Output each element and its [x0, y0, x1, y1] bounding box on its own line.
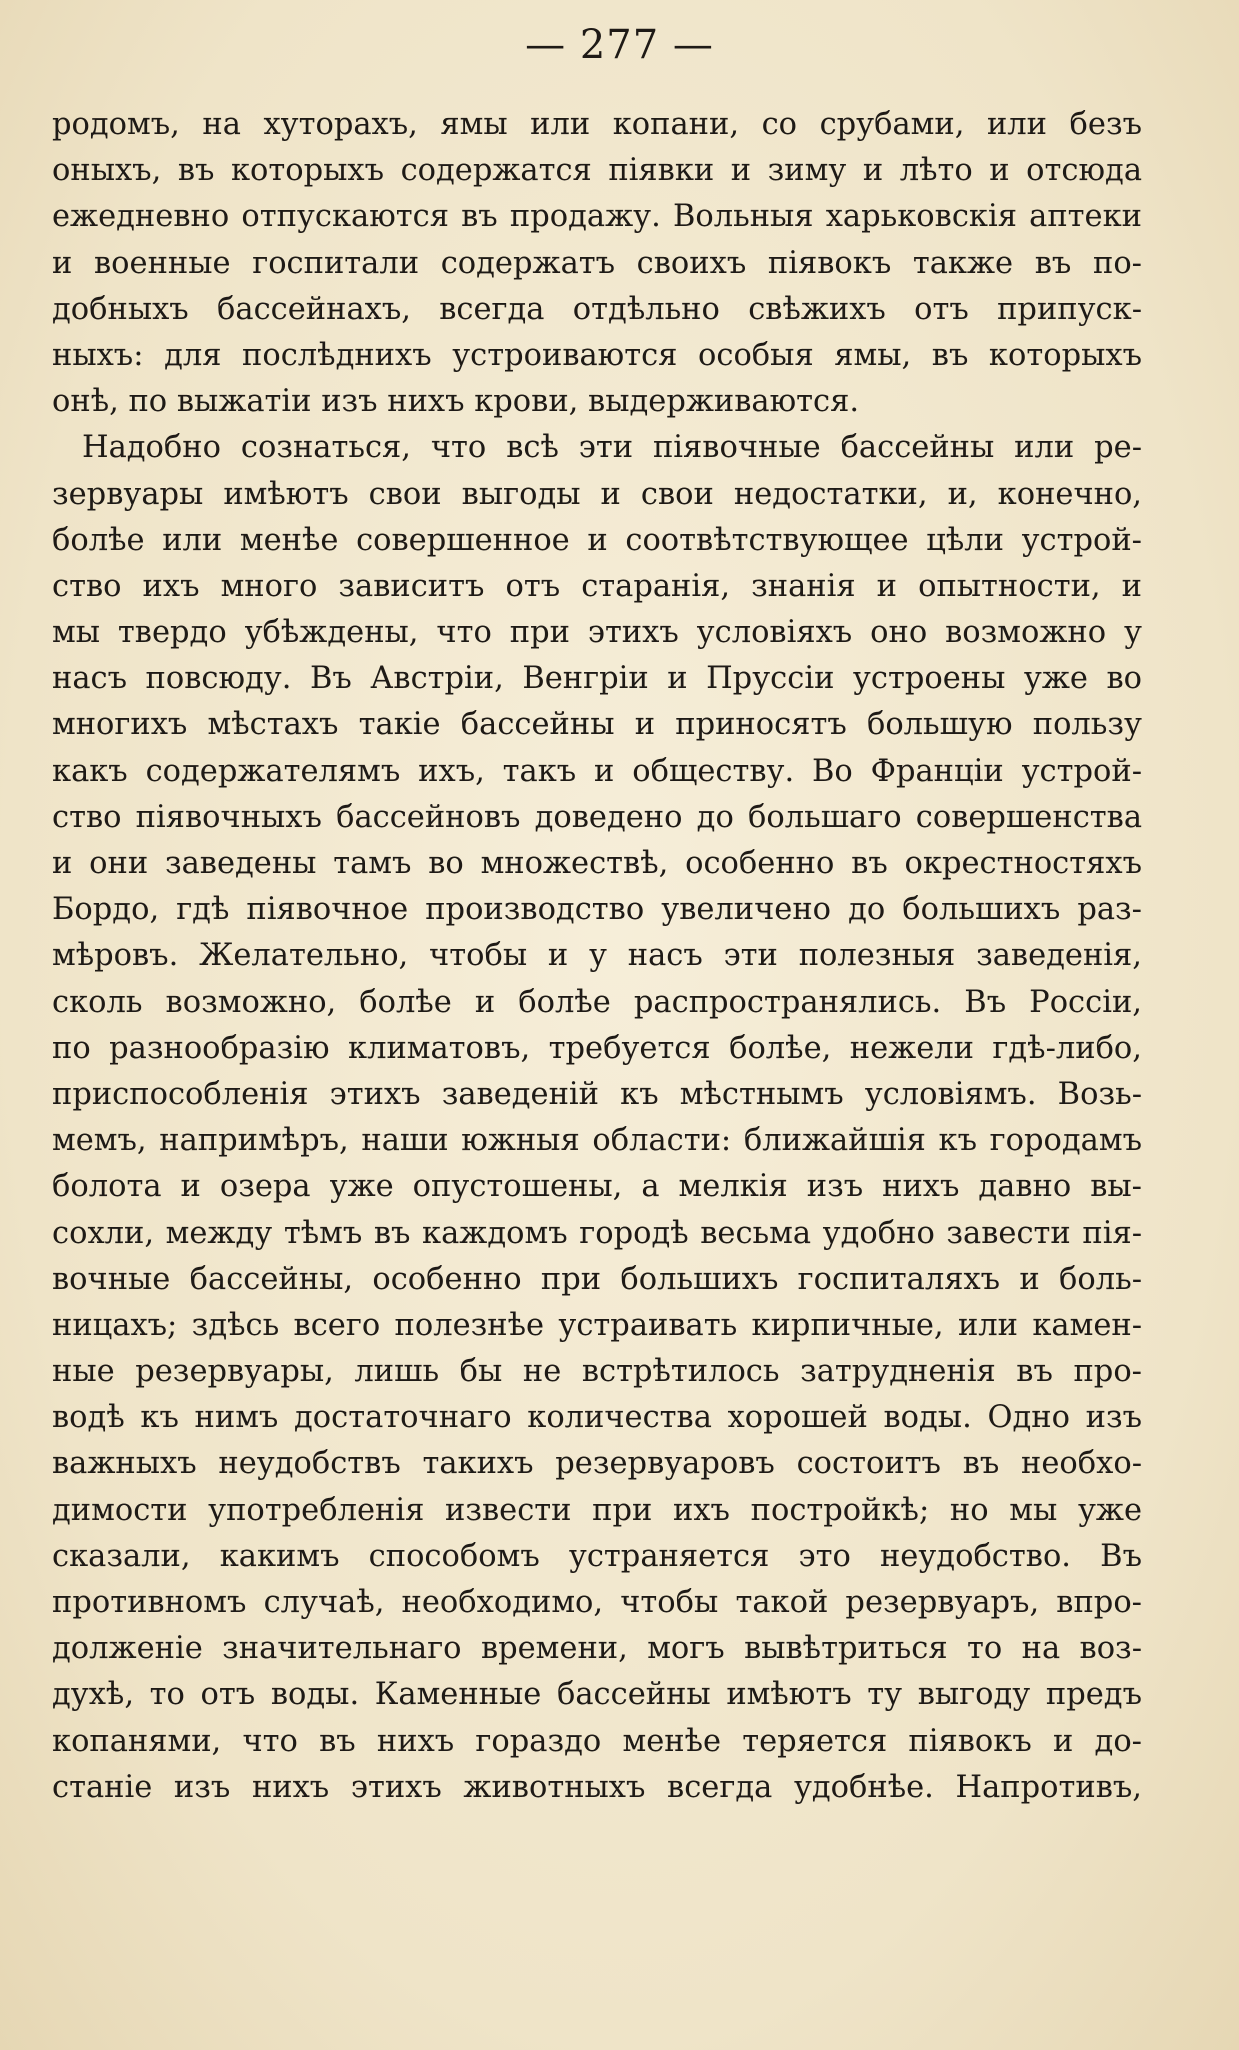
text-line: ницахъ; здѣсь всего полезнѣе устраивать кирпичные, или камен- [52, 1307, 1142, 1343]
text-line: Бордо, гдѣ піявочное производство увеличено до большихъ раз- [52, 892, 1142, 928]
text-line: вочные бассейны, особенно при большихъ госпиталяхъ и боль- [52, 1261, 1142, 1297]
body-text [52, 102, 1142, 1811]
text-line: зервуары имѣютъ свои выгоды и свои недостатки, и, конечно, [52, 476, 1142, 512]
text-line: онѣ, по выжатіи изъ нихъ крови, выдерживаются. [52, 384, 860, 420]
text-line: оныхъ, въ которыхъ содержатся піявки и зиму и лѣто и отсюда [52, 153, 1142, 189]
text-line: болѣе или менѣе совершенное и соотвѣтствующее цѣли устрой- [52, 522, 1142, 558]
text-line: противномъ случаѣ, необходимо, чтобы такой резервуаръ, впро- [52, 1585, 1142, 1620]
text-line: многихъ мѣстахъ такіе бассейны и приносятъ большую пользу [52, 707, 1142, 743]
text-line: димости употребленія извести при ихъ постройкѣ; но мы уже [52, 1492, 1142, 1528]
text-line: ныхъ: для послѣднихъ устроиваются особыя ямы, въ которыхъ [52, 337, 1142, 373]
text-line: ные резервуары, лишь бы не встрѣтилось затрудненія въ про- [52, 1354, 1142, 1390]
text-line: и военные госпитали содержатъ своихъ піявокъ также въ по- [52, 245, 1142, 281]
text-line: ежедневно отпускаются въ продажу. Вольныя харьковскія аптеки [52, 199, 1142, 235]
page-number: — 277 — [525, 22, 714, 68]
text-line: мы твердо убѣждены, что при этихъ условіяхъ оно возможно у [52, 615, 1142, 651]
text-line: какъ содержателямъ ихъ, такъ и обществу. Во Франціи устрой- [52, 753, 1142, 789]
text-line: станіе изъ нихъ этихъ животныхъ всегда удобнѣе. Напротивъ, [52, 1769, 1142, 1805]
text-line: насъ повсюду. Въ Австріи, Венгріи и Пруссіи устроены уже во [52, 661, 1142, 697]
text-line: ство ихъ много зависитъ отъ старанія, знанія и опытности, и [52, 568, 1142, 604]
text-line: мемъ, напримѣръ, наши южныя области: ближайшія къ городамъ [52, 1123, 1142, 1159]
text-line: и они заведены тамъ во множествѣ, особенно въ окрестностяхъ [52, 846, 1142, 881]
text-line: долженіе значительнаго времени, могъ вывѣтриться то на воз- [52, 1631, 1142, 1667]
text-line: мѣровъ. Желательно, чтобы и у насъ эти полезныя заведенія, [52, 938, 1142, 974]
text-line: сказали, какимъ способомъ устраняется это неудобство. Въ [52, 1538, 1142, 1574]
text-line: приспособленія этихъ заведеній къ мѣстнымъ условіямъ. Возь- [52, 1076, 1142, 1112]
text-line: добныхъ бассейнахъ, всегда отдѣльно свѣжихъ отъ припуск- [52, 291, 1142, 327]
text-line: копанями, что въ нихъ гораздо менѣе теряется піявокъ и до- [52, 1723, 1142, 1759]
text-line: по разнообразію климатовъ, требуется болѣе, нежели гдѣ-либо, [52, 1030, 1142, 1066]
text-line: сколь возможно, болѣе и болѣе распространялись. Въ Россіи, [52, 984, 1142, 1020]
text-line: духѣ, то отъ воды. Каменные бассейны имѣютъ ту выгоду предъ [52, 1677, 1142, 1713]
text-line: ство піявочныхъ бассейновъ доведено до большаго совершенства [52, 799, 1142, 835]
paragraph-first-line: Надобно сознаться, что всѣ эти піявочные бассейны или ре- [82, 430, 1142, 466]
text-line: болота и озера уже опустошены, а мелкія изъ нихъ давно вы- [52, 1169, 1142, 1205]
text-line: водѣ къ нимъ достаточнаго количества хорошей воды. Одно изъ [52, 1400, 1142, 1436]
text-line: важныхъ неудобствъ такихъ резервуаровъ состоитъ въ необхо- [52, 1446, 1142, 1482]
text-line: сохли, между тѣмъ въ каждомъ городѣ весьма удобно завести пія- [52, 1215, 1142, 1251]
text-line: родомъ, на хуторахъ, ямы или копани, со срубами, или безъ [52, 107, 1142, 142]
